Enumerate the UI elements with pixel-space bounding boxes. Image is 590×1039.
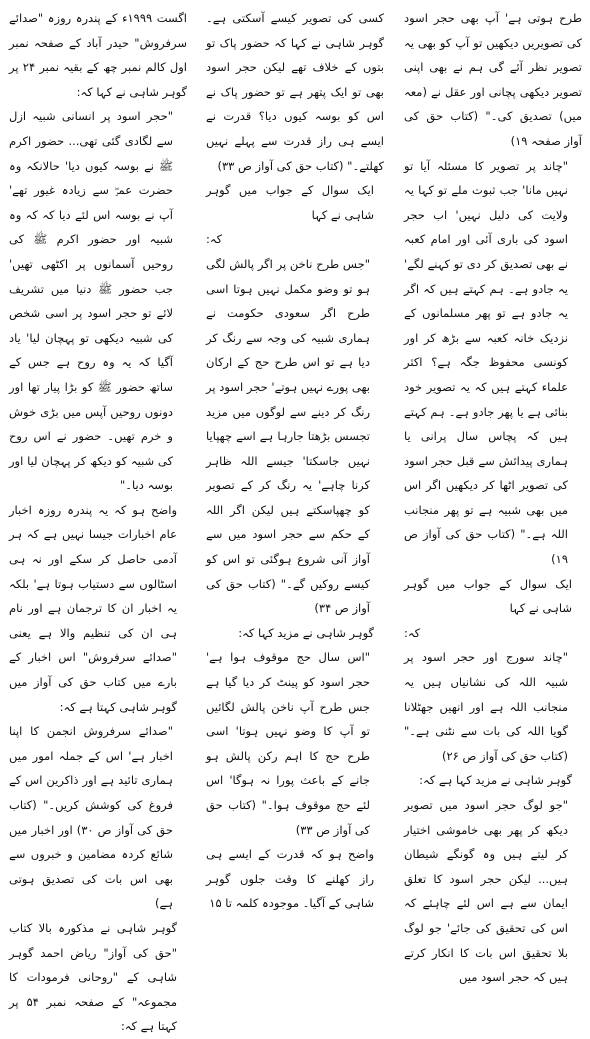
- paragraph: "چاند پر تصویر کا مسئلہ آیا تو نہیں مانا' جب ثبوت ملے تو کہا یہ ولایت کی دلیل نہیں' اب حجر اسود کی باری آئی اور امام کعبہ نے بھی تصدیق کر دی تو کہنے لگے' یہ جادو ہے۔ ہم کہتے ہیں کہ اگر یہ جادو ہے تو پھر مسلمانوں کے نزدیک خانہ کعبہ سے بڑھ کر اور کونسی محفوظ جگہ ہے؟ اکثر علماء کہتے ہیں کہ یہ تصویر خود بنائی ہے یا پھر جادو ہے۔ ہم کہتے ہیں کہ پچاس سال پرانی یا ہماری پیدائش سے قبل حجر اسود کی تصویر اٹھا کر دیکھیں اگر اس میں بھی شبیہ ہے تو پھر منجانب اللہ ہے۔" (کتاب حق کی آواز ص ۱۹): [404, 158, 568, 567]
- paragraph: واضح ہو کہ یہ پندرہ روزہ اخبار عام اخبارات جیسا نہیں ہے کہ ہر آدمی حاصل کر سکے اور نہ ہی اسٹالوں سے دستیاب ہوتا ہے' بلکہ یہ اخبار ان کا ترجمان ہے اور نام ہی ان کی تنظیم والا ہے یعنی "صدائے سرفروش" اس اخبار کے بارے میں کتاب حق کی آواز میں گوہر شاہی کہتا ہے کہ:: [9, 502, 177, 714]
- column-label: کہ:: [206, 232, 223, 247]
- paragraph: "اس سال حج موقوف ہوا ہے' حجر اسود کو پینٹ کر دیا گیا ہے جس طرح آپ ناخن پالش لگائیں تو آپ کا وضو نہیں ہوتا' اسی طرح حج کا اہم رکن پالش ہو جانے کے باعث پورا نہ ہوگا' اس لئے حج موقوف ہوا۔" (کتاب حق کی آواز ص ۳۳): [206, 650, 370, 837]
- paragraph: طرح ہوتی ہے' آپ بھی حجر اسود کی تصویریں دیکھیں تو آپ کو بھی یہ تصویر نظر آئے گی ہم نے بھی اپنی تصویر دیکھی پچانی اور عقل نے (معہ میں) تصدیق کی۔" (کتاب حق کی آواز صفحہ ۱۹): [404, 11, 582, 148]
- paragraph: "جو لوگ حجر اسود میں تصویر دیکھ کر پھر بھی خاموشی اختیار کر لیتے ہیں وہ گونگے شیطان ہیں... لیکن حجر اسود کا تعلق ایمان سے ہے اس لئے چاہئے کہ اس کی تحقیق کی جائے' جو لوگ بلا تحقیق اس بات کا انکار کرتے ہیں کہ حجر اسود میں: [404, 798, 568, 985]
- paragraph: گوہر شاہی نے مزید کہا ہے کہ:: [419, 773, 572, 788]
- text-column-right: [404, 6, 582, 990]
- paragraph: "چاند سورج اور حجر اسود پر شبیہ اللہ کی نشانیاں ہیں یہ منجانب اللہ ہے اور انھیں جھٹلانا گویا اللہ کی بات سے نٹنی ہے۔" (کتاب حق کی آواز ص ۲۶): [404, 650, 568, 763]
- paragraph: گوہر شاہی نے مزید کہا کہ:: [238, 625, 374, 640]
- text-column-left: [9, 6, 187, 1039]
- column-label: کہ:: [404, 625, 421, 640]
- paragraph: کسی کی تصویر کیسے آسکتی ہے۔ گوہر شاہی نے کہا کہ حضور پاک تو بتوں کے خلاف تھے لیکن حجر اسود بھی تو ایک پتھر ہے تو حضور پاک نے اس کو بوسہ کیوں دیا؟ قدرت نے ایسے ہی راز قدرت سے پہلے نہیں کھلتے۔" (کتاب حق کی آواز ص ۳۳): [206, 11, 384, 173]
- paragraph: ایک سوال کے جواب میں گوہر شاہی نے کہا: [206, 183, 374, 222]
- paragraph: گوہر شاہی نے مذکورہ بالا کتاب "حق کی آواز" ریاض احمد گوہر شاہی کے "روحانی فرمودات کا مجموعہ" کے صفحہ نمبر ۵۴ پر کہتا ہے کہ:: [9, 920, 178, 1034]
- paragraph: "جس طرح ناخن پر اگر پالش لگی ہو تو وضو مکمل نہیں ہوتا اسی طرح اگر سعودی حکومت نے ہماری شبیہ کی وجہ سے رنگ کر دیا ہے تو اس طرح حج کے ارکان بھی پورے نہیں ہوتے' حجر اسود پر رنگ کر دینے سے لوگوں میں مزید تجسس بڑھتا جارہا ہے اسے چھپایا نہیں جاسکتا' جیسے اللہ ظاہر کرنا چاہے' یہ رنگ کر کے تصویر کو چھپاسکتے ہیں لیکن اگر اللہ کے حکم سے حجر اسود میں سے آواز آنی شروع ہوگئی تو اس کو کیسے روکیں گے۔" (کتاب حق کی آواز ص ۳۴): [206, 256, 370, 616]
- paragraph: "حجر اسود پر انسانی شبیہ ازل سے لگادی گئی تھی... حضور اکرم ﷺ نے بوسہ کیوں دیا' حالانکہ وہ حضرت عمرؓ سے زیادہ غیور تھے' آپ نے بوسہ اس لئے دیا کہ کہ وہ شبیہ اور حضور اکرم ﷺ کی روحیں آسمانوں پر اکٹھی تھیں' جب حضور ﷺ دنیا میں تشریف لائے تو حجر اسود پر اسی شخص کی شبیہ دیکھی تو پہچان لیا' یاد آگیا کہ یہ وہ روح ہے جس کے ساتھ حضور ﷺ کو بڑا پیار تھا اور دونوں روحیں آپس میں بڑی خوش و خرم تھیں۔ حضور نے اس روح کی شبیہ کو دیکھ کر پہچان لیا اور بوسہ دیا۔": [9, 109, 173, 493]
- text-column-center: [206, 6, 384, 916]
- paragraph: اگست ۱۹۹۹ء کے پندرہ روزہ "صدائے سرفروش" حیدر آباد کے صفحہ نمبر اول کالم نمبر چھ کے بقیہ نمبر ۲۴ پر گوہر شاہی نے کہا کہ:: [9, 11, 187, 99]
- paragraph: واضح ہو کہ قدرت کے ایسے ہی راز کھلنے کا وقت جلوں گوہر شاہی کے آگیا۔ موجودہ کلمہ تا ۱۵: [206, 847, 374, 911]
- paragraph: ایک سوال کے جواب میں گوہر شاہی نے کہا: [404, 576, 572, 616]
- paragraph: "صدائے سرفروش انجمن کا اپنا اخبار ہے' اس کے جملہ امور میں ہماری تائید ہے اور ذاکرین اس کے فروغ کی کوشش کریں۔" (کتاب حق کی آواز ص ۳۰) اور اخبار میں شائع کردہ مضامین و خبروں سے بھی اس بات کی تصدیق ہوتی ہے): [9, 724, 173, 911]
